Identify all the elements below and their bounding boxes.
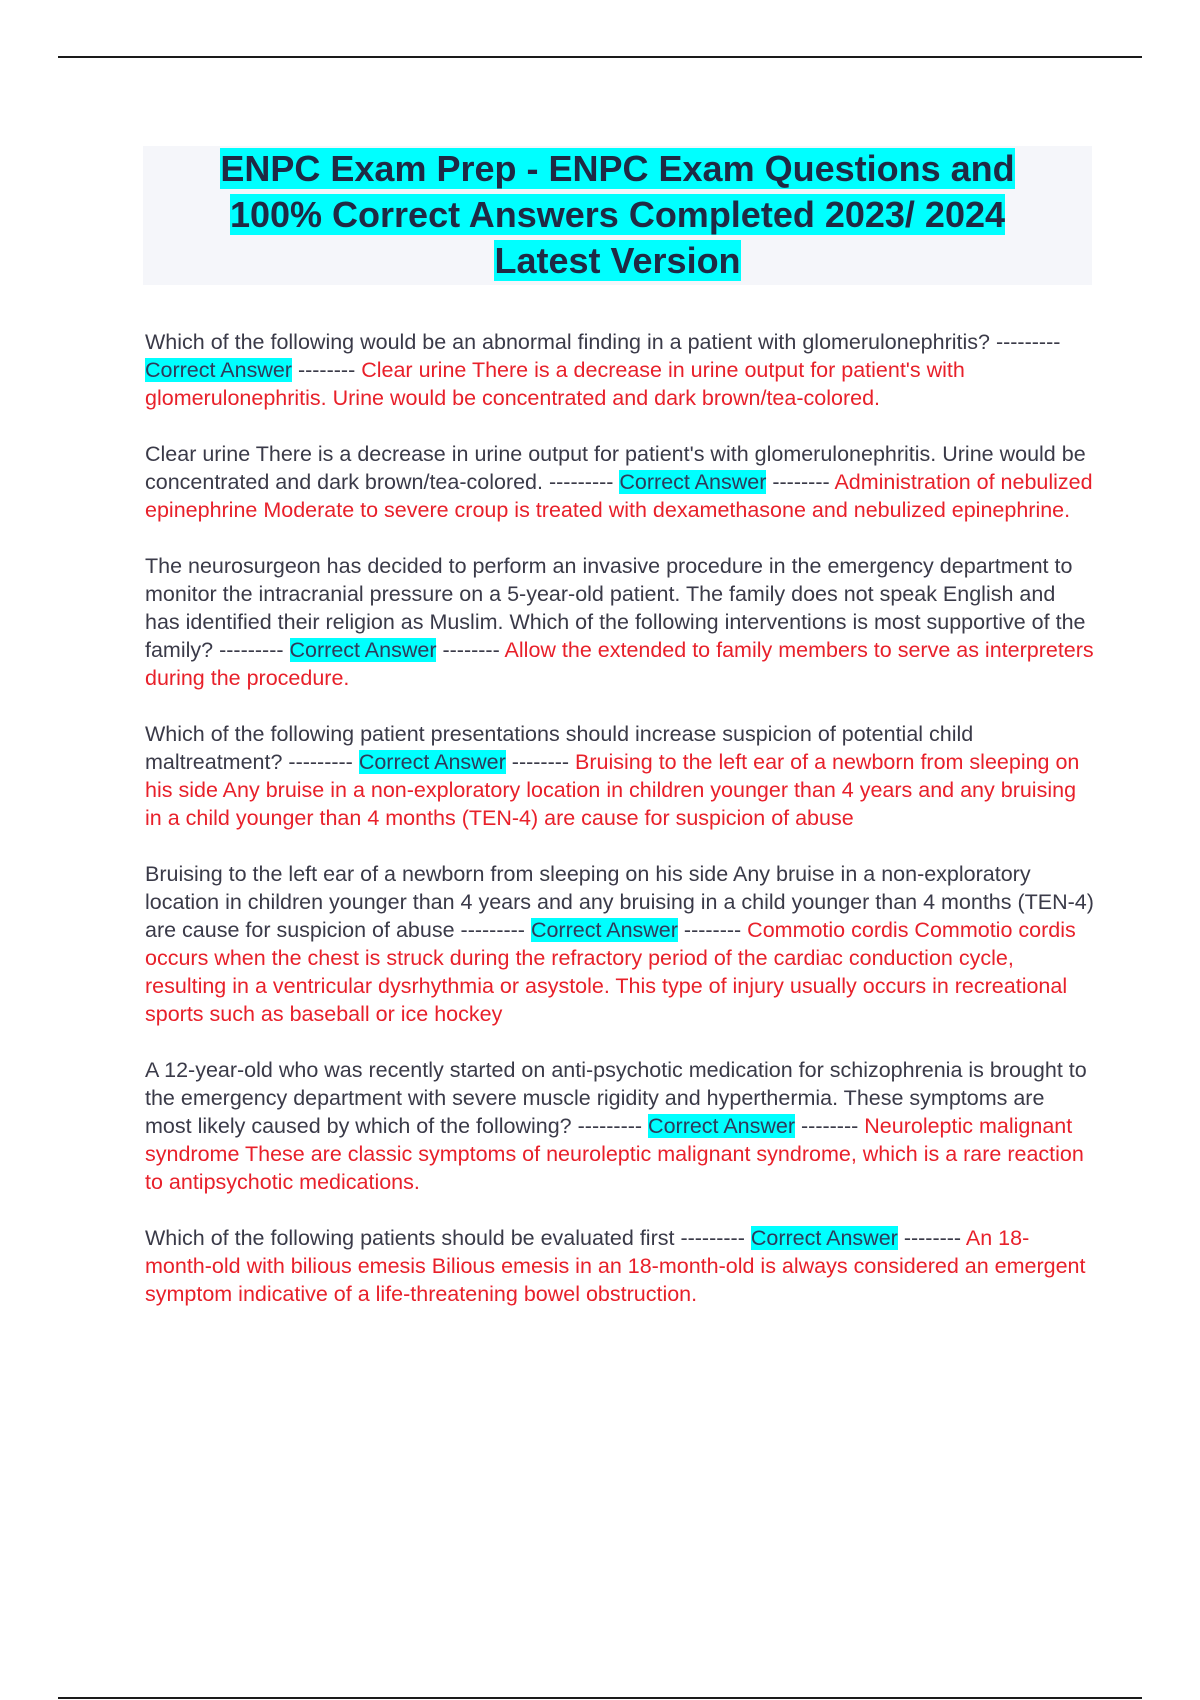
- separator: --------: [903, 1226, 962, 1250]
- correct-answer-tag: Correct Answer: [530, 918, 678, 942]
- qa-item: [145, 328, 1095, 412]
- separator: ---------: [995, 330, 1061, 354]
- title-box: [143, 146, 1092, 285]
- answer-text: An 18-month-old with bilious emesis Bilious emesis in an 18-month-old is always considered an emergent symptom indicative of a life-threatening bowel obstruction.: [145, 1226, 1086, 1306]
- correct-answer-tag: Correct Answer: [619, 470, 767, 494]
- top-rule: [58, 56, 1142, 58]
- answer-text: Commotio cordis Commotio cordis occurs when the chest is struck during the refractory period of the cardiac conduction cycle, resulting in a ventricular dysrhythmia or asystole. This type of injury usually occurs in recreational sports such as baseball or ice hockey: [145, 918, 1076, 1026]
- correct-answer-tag: Correct Answer: [358, 750, 506, 774]
- qa-item: [145, 552, 1095, 692]
- qa-item: [145, 1056, 1095, 1196]
- answer-text: Neuroleptic malignant syndrome These are classic symptoms of neuroleptic malignant syndrome, which is a rare reaction to antipsychotic medications.: [145, 1114, 1084, 1194]
- separator: ---------: [460, 918, 525, 942]
- correct-answer-tag: Correct Answer: [289, 638, 437, 662]
- qa-item: [145, 860, 1095, 1028]
- document-title: [143, 146, 1092, 284]
- separator: --------: [442, 638, 500, 662]
- separator: --------: [683, 918, 742, 942]
- correct-answer-tag: Correct Answer: [750, 1226, 898, 1250]
- separator: ---------: [548, 470, 614, 494]
- title-line: ENPC Exam Prep - ENPC Exam Questions and: [220, 148, 1015, 189]
- answer-text: Administration of nebulized epinephrine Moderate to severe croup is treated with dexamethasone and nebulized epinephrine.: [145, 470, 1093, 522]
- separator: ---------: [219, 638, 284, 662]
- qa-item: [145, 720, 1095, 832]
- qa-item: [145, 440, 1095, 524]
- separator: ---------: [288, 750, 353, 774]
- question-text: Which of the following patient presentations should increase suspicion of potential child maltreatment?: [145, 722, 974, 774]
- correct-answer-tag: Correct Answer: [145, 358, 292, 382]
- correct-answer-tag: Correct Answer: [648, 1114, 796, 1138]
- bottom-rule: [58, 1697, 1142, 1699]
- separator: --------: [297, 358, 356, 382]
- title-line: Latest Version: [494, 240, 741, 281]
- question-text: Which of the following patients should be evaluated first: [145, 1226, 675, 1250]
- answer-text: Clear urine There is a decrease in urine output for patient's with glomerulonephritis. Urine would be concentrated and dark brown/tea-colored.: [145, 358, 965, 410]
- qa-item: [145, 1224, 1095, 1308]
- question-text: A 12-year-old who was recently started on anti-psychotic medication for schizophrenia is brought to the emergency department with severe muscle rigidity and hyperthermia. These symptoms are most likely caused by which of the following?: [145, 1058, 1087, 1138]
- question-text: Clear urine There is a decrease in urine output for patient's with glomerulonephritis. Urine would be concentrated and dark brown/tea-colored.: [145, 442, 1086, 494]
- question-text: Which of the following would be an abnormal finding in a patient with glomerulonephritis?: [145, 330, 990, 354]
- separator: --------: [772, 470, 830, 494]
- separator: ---------: [680, 1226, 745, 1250]
- question-text: The neurosurgeon has decided to perform an invasive procedure in the emergency department to monitor the intracranial pressure on a 5-year-old patient. The family does not speak English and has identified their religion as Muslim. Which of the following interventions is most supportive of the family?: [145, 554, 1086, 662]
- title-line: 100% Correct Answers Completed 2023/ 2024: [229, 194, 1006, 235]
- answer-text: Allow the extended to family members to serve as interpreters during the procedure.: [145, 638, 1094, 690]
- qa-list: [145, 328, 1095, 1336]
- separator: --------: [801, 1114, 859, 1138]
- question-text: Bruising to the left ear of a newborn from sleeping on his side Any bruise in a non-exploratory location in children younger than 4 years and any bruising in a child younger than 4 months (TEN-4) are cause for suspicion of abuse: [145, 862, 1094, 942]
- separator: ---------: [577, 1114, 643, 1138]
- answer-text: Bruising to the left ear of a newborn from sleeping on his side Any bruise in a non-exploratory location in children younger than 4 years and any bruising in a child younger than 4 months (TEN-4) are cause for suspicion of abuse: [145, 750, 1080, 830]
- separator: --------: [511, 750, 570, 774]
